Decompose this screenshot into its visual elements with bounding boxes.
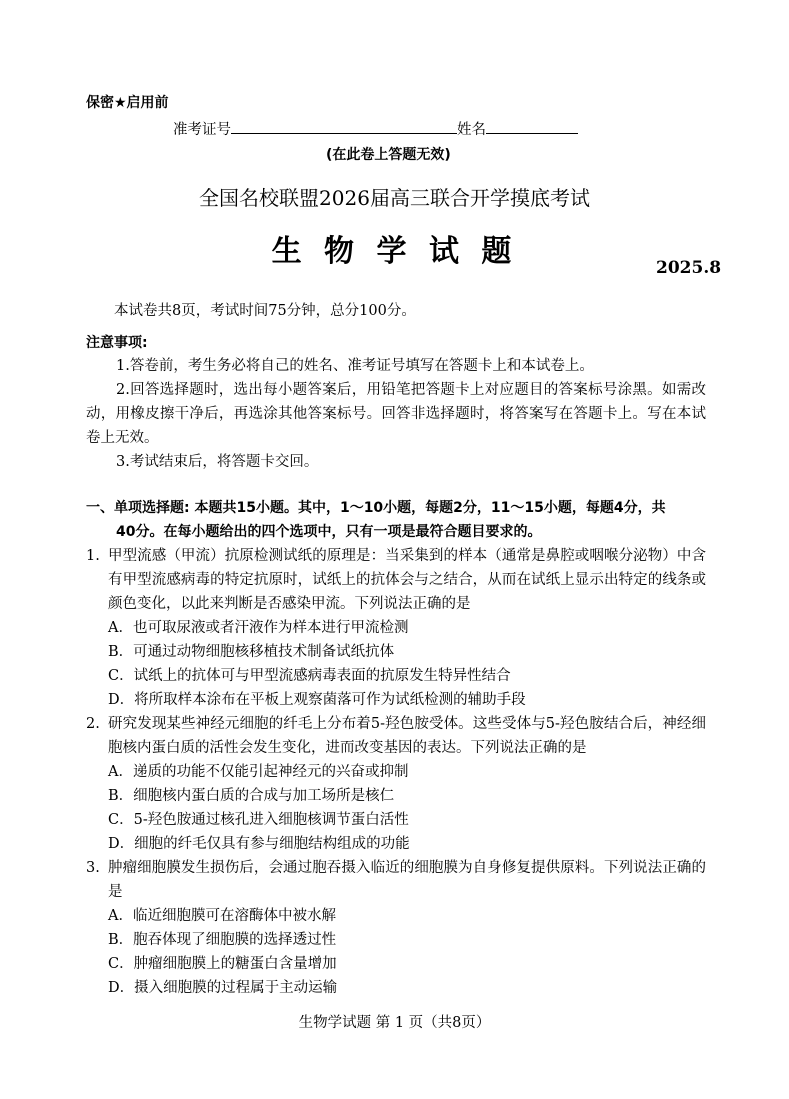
notice-list <box>86 354 706 474</box>
notice-item: 2.回答选择题时，选出每小题答案后，用铅笔把答题卡上对应题目的答案标号涂黑。如需改动，用橡皮擦干净后，再选涂其他答案标号。回答非选择题时，将答案写在答题卡上。写在本试卷上无效。 <box>86 382 706 446</box>
option-c: C．5-羟色胺通过核孔进入细胞核调节蛋白活性 <box>108 812 409 828</box>
option-a: A．临近细胞膜可在溶酶体中被水解 <box>108 908 336 924</box>
option-d: D．细胞的纤毛仅具有参与细胞结构组成的功能 <box>108 836 410 852</box>
question-stem: 肿瘤细胞膜发生损伤后，会通过胞吞摄入临近的细胞膜为自身修复提供原料。下列说法正确的是 <box>108 860 706 900</box>
exam-date: 2025.8 <box>656 258 722 278</box>
id-label: 准考证号 <box>173 122 231 138</box>
question-stem: 研究发现某些神经元细胞的纤毛上分布着5-羟色胺受体。这些受体与5-羟色胺结合后，神经细胞核内蛋白质的活性会发生变化，进而改变基因的表达。下列说法正确的是 <box>108 716 706 756</box>
name-label: 姓名 <box>457 122 486 138</box>
option-b: B．细胞核内蛋白质的合成与加工场所是核仁 <box>108 788 395 804</box>
option-a: A．递质的功能不仅能引起神经元的兴奋或抑制 <box>108 764 409 780</box>
candidate-info-line <box>173 117 578 142</box>
id-blank <box>231 117 457 134</box>
section-line-2: 40分。在每小题给出的四个选项中，只有一项是最符合题目要求的。 <box>116 524 542 540</box>
question-1 <box>86 544 706 712</box>
option-d: D．将所取样本涂布在平板上观察菌落可作为试纸检测的辅助手段 <box>108 692 526 708</box>
option-a: A．也可取尿液或者汗液作为样本进行甲流检测 <box>108 620 409 636</box>
subject-title: 生 物 学 试 题 <box>271 234 518 269</box>
question-number: 2. <box>86 716 100 732</box>
exam-intro: 本试卷共8页，考试时间75分钟，总分100分。 <box>114 303 416 319</box>
question-number: 1. <box>86 548 100 564</box>
question-list <box>86 544 706 1000</box>
invalid-note: (在此卷上答题无效) <box>326 147 451 163</box>
confidential-label: 保密★启用前 <box>86 95 169 111</box>
option-c: C．试纸上的抗体可与甲型流感病毒表面的抗原发生特异性结合 <box>108 668 511 684</box>
page-footer: 生物学试题 第 1 页（共8页） <box>298 1015 491 1031</box>
name-blank <box>486 117 578 134</box>
question-number: 3. <box>86 860 100 876</box>
exam-title: 全国名校联盟2026届高三联合开学摸底考试 <box>199 186 590 210</box>
section-header <box>86 496 706 544</box>
notice-item: 1.答卷前，考生务必将自己的姓名、准考证号填写在答题卡上和本试卷上。 <box>116 358 594 374</box>
option-b: B．可通过动物细胞核移植技术制备试纸抗体 <box>108 644 395 660</box>
notice-item: 3.考试结束后，将答题卡交回。 <box>116 454 319 470</box>
option-c: C．肿瘤细胞膜上的糖蛋白含量增加 <box>108 956 337 972</box>
question-3 <box>86 856 706 1000</box>
question-stem: 甲型流感（甲流）抗原检测试纸的原理是：当采集到的样本（通常是鼻腔或咽喉分泌物）中含有甲型流感病毒的特定抗原时，试纸上的抗体会与之结合，从而在试纸上显示出特定的线条或颜色变化，以此来判断是否感染甲流。下列说法正确的是 <box>108 548 706 612</box>
option-d: D．摄入细胞膜的过程属于主动运输 <box>108 980 338 996</box>
question-2 <box>86 712 706 856</box>
option-b: B．胞吞体现了细胞膜的选择透过性 <box>108 932 337 948</box>
notice-heading: 注意事项: <box>86 335 148 351</box>
section-line-1: 一、单项选择题: 本题共15小题。其中，1～10小题，每题2分，11～15小题，每题4分，共 <box>86 500 666 516</box>
